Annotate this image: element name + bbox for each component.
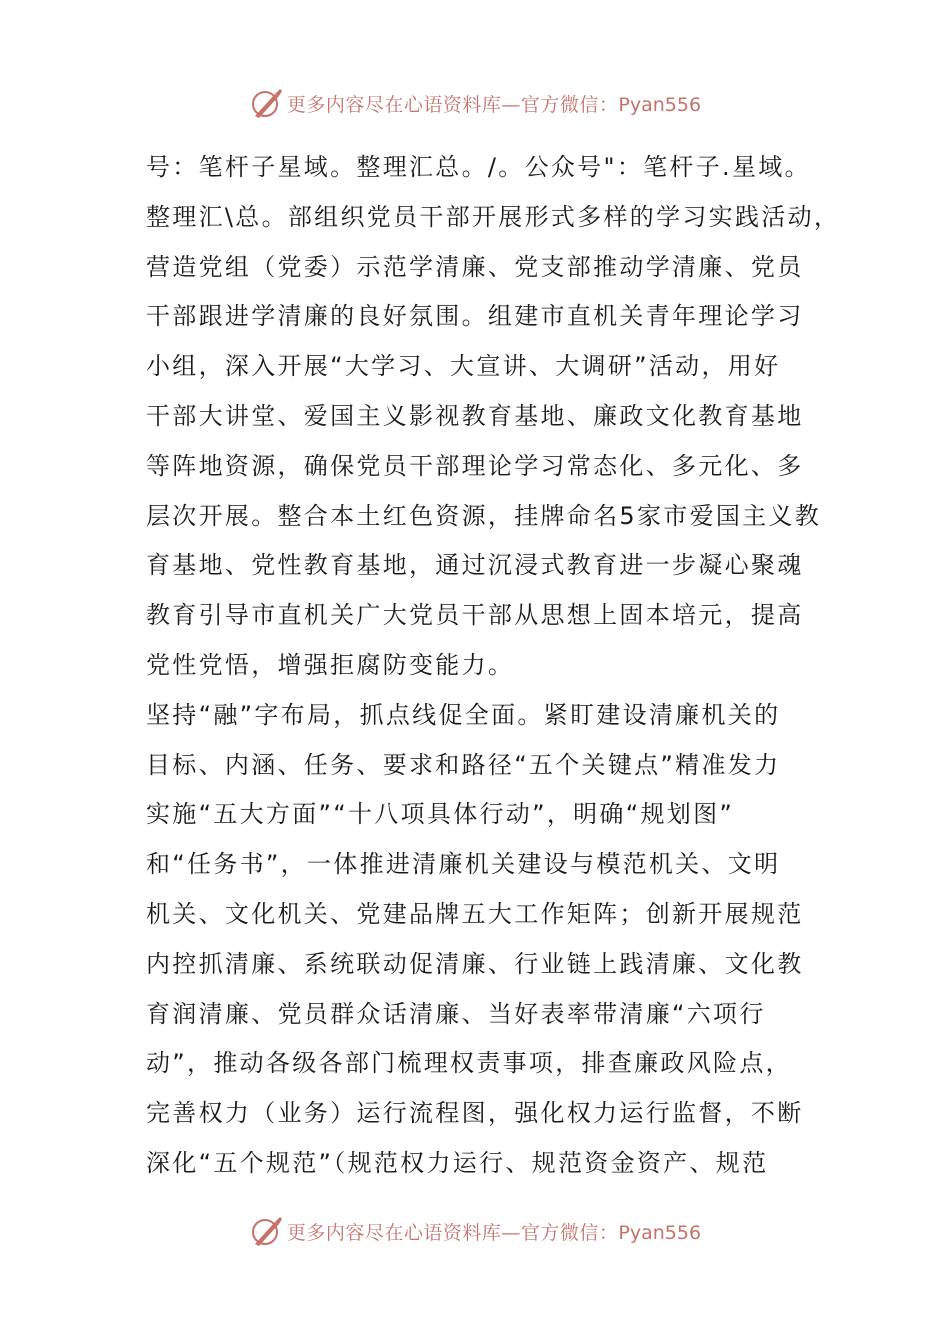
text-line: 动”，推动各级各部门梳理权责事项，排查廉政风险点， — [146, 1049, 792, 1078]
text-line: 干部跟进学清廉的良好氛围。组建市直机关青年理论学习 — [146, 302, 804, 331]
text-line: 号：笔杆子星域。整理汇总。/。公众号"：笔杆子.星域。 — [146, 153, 811, 181]
text-line: 深化“五个规范”（规范权力运行、规范资金资产、规范 — [146, 1148, 769, 1177]
text-line: 党性党悟，增强拒腐防变能力。 — [146, 650, 515, 679]
text-line: 实施“五大方面”“十八项具体行动”，明确“规划图” — [146, 800, 735, 829]
text-line: 营造党组（党委）示范学清廉、党支部推动学清廉、党员 — [146, 252, 804, 281]
text-line: 小组，深入开展“大学习、大宣讲、大调研”活动，用好 — [146, 352, 781, 381]
text-line: 育润清廉、党员群众话清廉、当好表率带清廉“六项行 — [146, 999, 766, 1028]
text-line: 坚持“融”字布局，抓点线促全面。紧盯建设清廉机关的 — [146, 700, 781, 729]
text-line: 等阵地资源，确保党员干部理论学习常态化、多元化、多 — [146, 451, 804, 480]
text-line: 育基地、党性教育基地，通过沉浸式教育进一步凝心聚魂 — [146, 551, 804, 580]
text-line: 干部大讲堂、爱国主义影视教育基地、廉政文化教育基地 — [146, 401, 804, 430]
header-banner — [0, 83, 950, 123]
text-line: 完善权力（业务）运行流程图，强化权力运行监督，不断 — [146, 1099, 804, 1128]
text-line: 内控抓清廉、系统联动促清廉、行业链上践清廉、文化教 — [146, 949, 804, 978]
footer-banner-text: 更多内容尽在心语资料库—官方微信：Pyan556 — [286, 1221, 702, 1244]
header-banner-text: 更多内容尽在心语资料库—官方微信：Pyan556 — [286, 93, 702, 116]
text-line: 目标、内涵、任务、要求和路径“五个关键点”精准发力 — [146, 750, 781, 779]
pen-logo-icon — [249, 86, 283, 120]
footer-banner — [0, 1211, 950, 1251]
pen-logo-icon — [249, 1214, 283, 1248]
text-line: 层次开展。整合本土红色资源，挂牌命名5家市爱国主义教 — [146, 501, 822, 530]
document-body — [146, 143, 841, 1189]
text-line: 机关、文化机关、党建品牌五大工作矩阵；创新开展规范 — [146, 899, 804, 928]
text-line: 和“任务书”，一体推进清廉机关建设与模范机关、文明 — [146, 850, 781, 879]
text-line: 教育引导市直机关广大党员干部从思想上固本培元，提高 — [146, 601, 804, 630]
text-line: 整理汇\总。部组织党员干部开展形式多样的学习实践活动， — [146, 202, 841, 231]
